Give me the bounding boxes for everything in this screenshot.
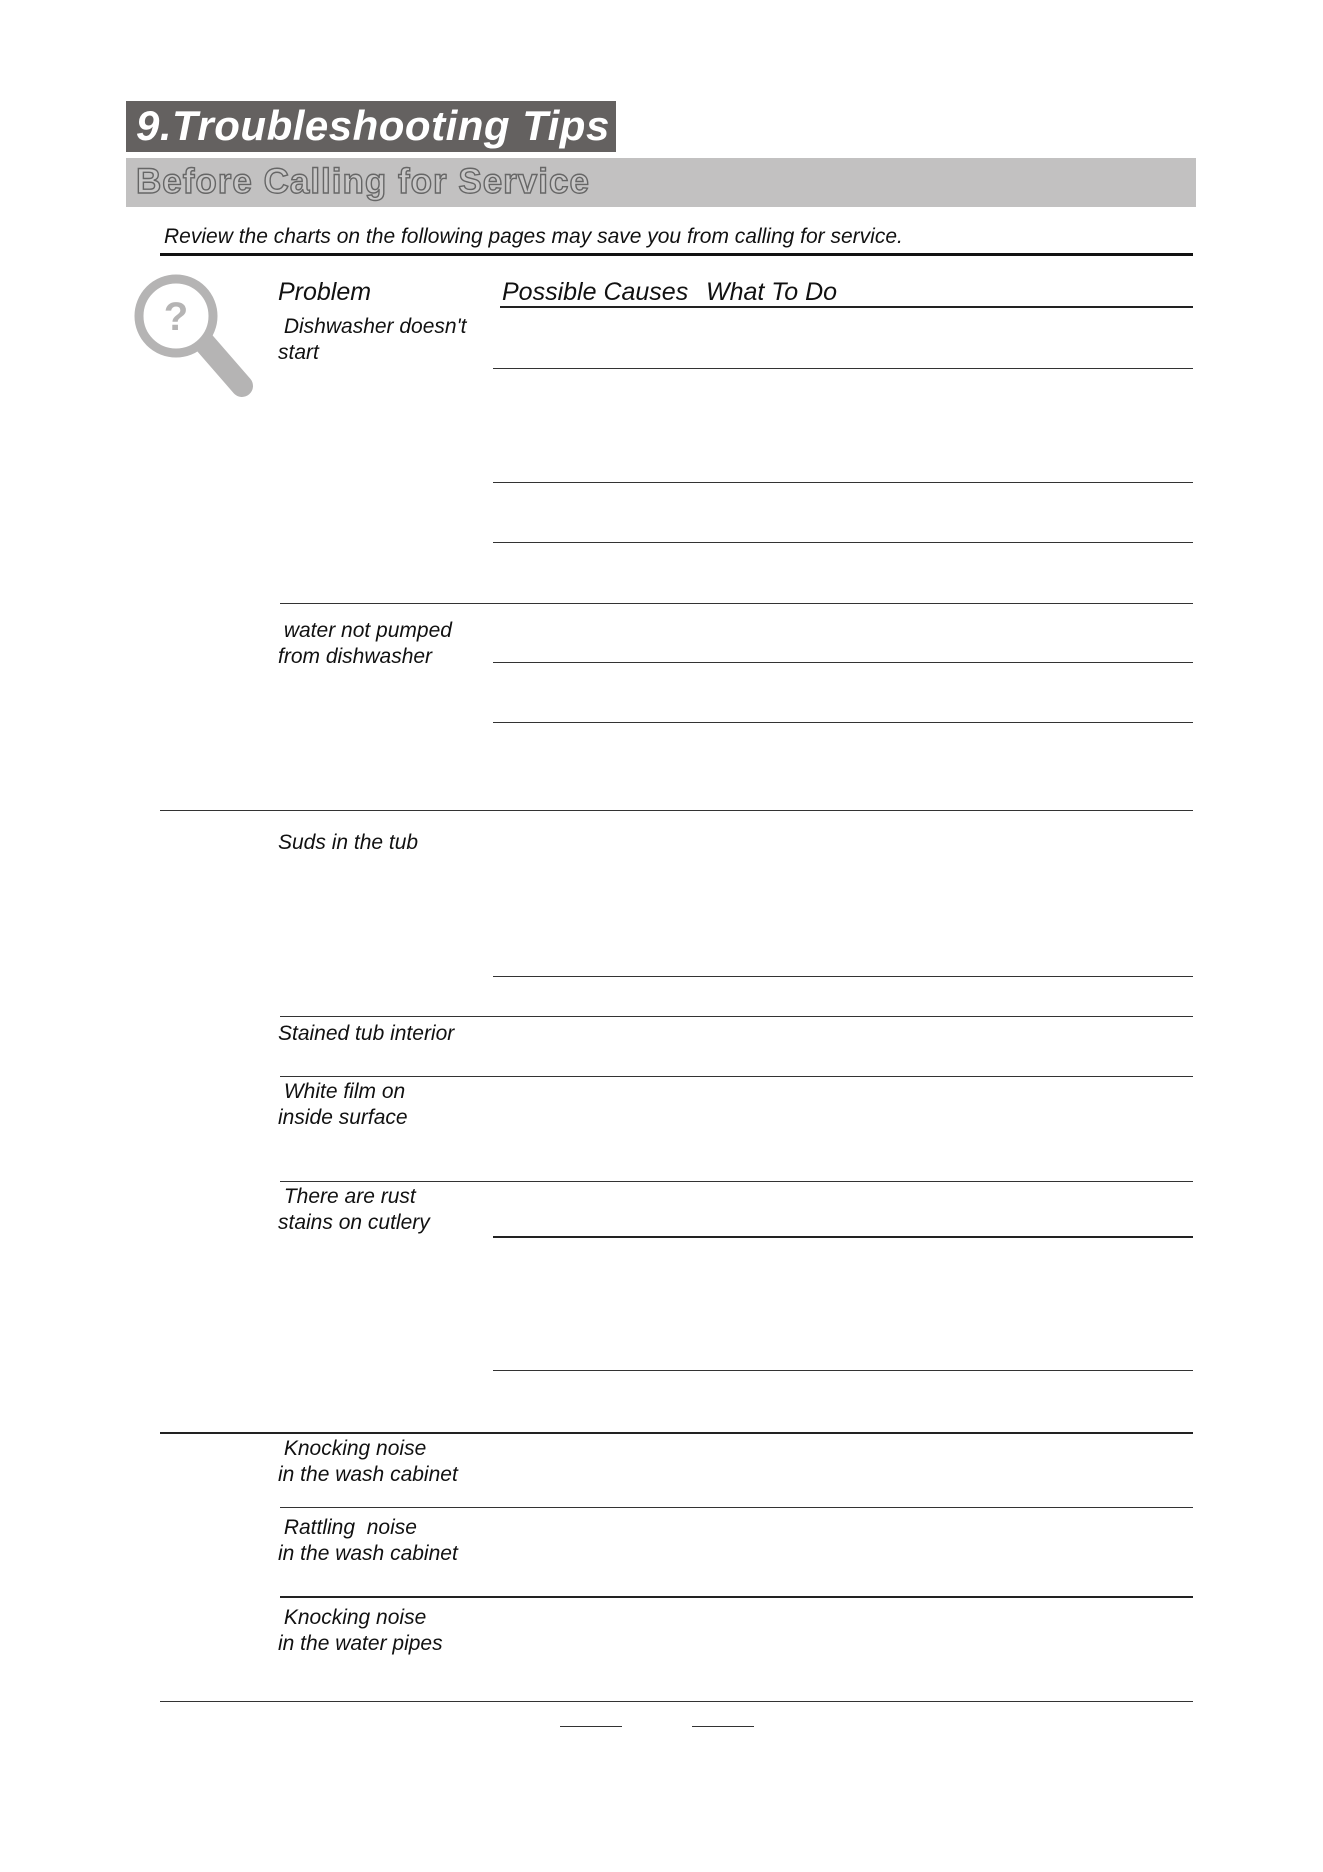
column-header-possible-causes: Possible Causes [502,278,689,306]
row-divider [493,662,1193,663]
problem-cell: Stained tub interior [278,1022,455,1045]
problem-cell: White film on inside surface [278,1080,408,1129]
row-divider [160,1432,1193,1434]
problem-cell: Dishwasher doesn't start [278,315,467,364]
problem-cell: Knocking noise in the water pipes [278,1606,443,1655]
row-divider [493,1370,1193,1371]
intro-divider [160,253,1193,256]
row-divider [493,542,1193,543]
magnifier-question-icon [132,272,256,402]
header-divider [500,306,1193,308]
column-header-what-to-do: What To Do [706,278,838,306]
subtitle: Before Calling for Service [136,162,590,201]
footer-dash-left [560,1726,622,1727]
row-divider [493,368,1193,369]
row-divider [280,603,1193,604]
row-divider [493,482,1193,483]
problem-cell: water not pumped from dishwasher [278,619,452,668]
problem-cell: Suds in the tub [278,831,419,854]
table-bottom-divider [160,1701,1193,1702]
row-divider [280,1596,1193,1598]
section-title: 9.Troubleshooting Tips [136,102,610,149]
footer-dash-right [692,1726,754,1727]
row-divider [493,1236,1193,1238]
row-divider [280,1076,1193,1077]
column-header-problem: Problem [278,278,372,306]
intro-text: Review the charts on the following pages may save you from calling for service. [164,225,903,248]
row-divider [493,722,1193,723]
problem-cell: Rattling noise in the wash cabinet [278,1516,458,1565]
row-divider [160,810,1193,811]
problem-cell: Knocking noise in the wash cabinet [278,1437,458,1486]
row-divider [280,1181,1193,1182]
svg-text:?: ? [163,295,189,339]
row-divider [493,976,1193,977]
problem-cell: There are rust stains on cutlery [278,1185,430,1234]
row-divider [280,1016,1193,1017]
row-divider [280,1507,1193,1508]
